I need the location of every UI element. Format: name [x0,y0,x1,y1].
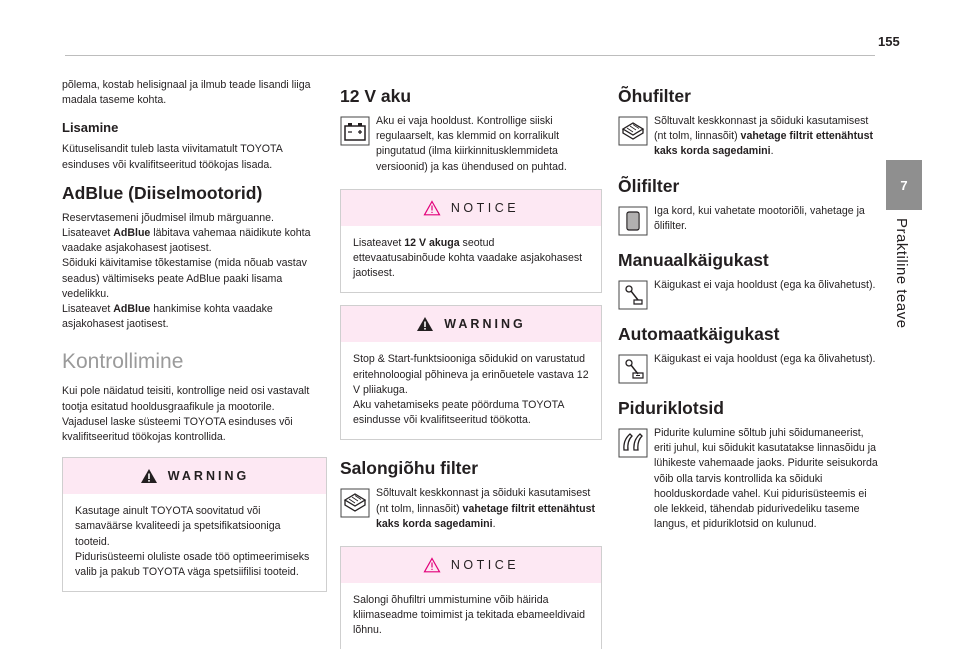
notice-battery-c: seotud ettevaatusabinõude kohta vaadake asjakohasest jaotisest. [353,236,583,280]
notice-header-cabin-filter [341,547,601,583]
adblue-line-3: Sõiduki käivitamise tõkestamise (mida nõuab vastav seadus) vältimiseks peate AdBlue paaki lisama vedelikku. [62,257,307,300]
section-heading-lisamine: Lisamine [62,120,119,136]
oil-filter-text: Iga kord, kui vahetate mootoriõli, vahetage ja õlifilter. [654,204,865,232]
battery-icon [340,116,370,146]
notice-label: NOTICE [450,558,520,573]
header-divider [65,55,875,56]
warning-text [75,504,314,580]
air-filter-row [618,114,880,162]
manual-gearbox-text: Käigukast ei vaja hooldust (ega ka õlivahetust). [654,279,876,292]
section-heading-automatic-gearbox: Automaatkäigukast [618,324,780,345]
kontroll-line-2: Vajadusel laske süsteemi TOYOTA esinduses või kvalifitseeritud töökojas kontrollida. [62,415,293,444]
notice-label: NOTICE [450,200,520,215]
section-heading-oil-filter: Õlifilter [618,175,680,196]
page-number: 155 [878,34,900,49]
cabin-filter-text [376,486,602,532]
chapter-number: 7 [900,177,908,193]
chapter-title: Praktiline teave [893,218,910,329]
cabin-filter-a: Sõltuvalt keskkonnast ja sõiduki kasutamisest (nt tolm, linnasõit) [376,487,591,515]
adblue-line-2c: läbitava vahemaa näidikute kohta vaadake asjakohasest jaotisest. [62,227,311,255]
kontroll-text [62,384,327,445]
warning-header-battery [341,306,601,342]
adblue-line-4c: hankimise kohta vaadake asjakohasest jaotisest. [62,303,273,331]
lisamine-text: Kütuselisandit tuleb lasta viivitamatult TOYOTA esinduses või kvalifitseeritud töökojas lisada. [62,143,283,171]
air-filter-text [654,114,880,160]
intro-text: põlema, kostab helisignaal ja ilmub teade lisandi liiga madala taseme kohta. [62,79,311,107]
section-heading-battery: 12 V aku [340,86,412,106]
automatic-gearbox-row [618,352,880,384]
air-filter-a: Sõltuvalt keskkonnast ja sõiduki kasutamisest (nt tolm, linnasõit) [654,115,869,143]
adblue-bold-1: AdBlue [113,227,151,240]
cabin-filter-icon [340,488,370,518]
notice-triangle-icon [423,557,441,573]
adblue-line-1: Reservtasemeni jõudmisel ilmub märguanne. [62,211,274,224]
oil-filter-row [618,204,880,236]
kontroll-line-1: Kui pole näidatud teisiti, kontrollige neid osi vastavalt tootja esitatud hooldusgraafikule ja mootorile. [62,385,310,413]
warning-box-battery [340,305,602,440]
warning-label: WARNING [167,469,250,484]
adblue-line-2a: Lisateavet [62,227,114,240]
warning-box [62,457,327,592]
air-filter-icon [618,116,648,146]
notice-battery-text [353,236,589,282]
air-filter-bold: vahetage filtrit ettenähtust kaks korda sagedamini [654,130,873,158]
warning-header [63,458,326,494]
section-heading-kontrollimine: Kontrollimine [62,350,184,374]
notice-box-battery [340,189,602,294]
warning-triangle-icon [140,468,158,484]
battery-text: Aku ei vaja hooldust. Kontrollige siiski regulaarselt, kas klemmid on korralikult pingutatud (ilma kiirkinnitusklemmideta versioonid) ja kas ühendused on puhtad. [376,115,567,173]
section-heading-cabin-filter: Salongiõhu filter [340,458,479,479]
column-right [618,78,880,534]
battery-row [340,114,602,177]
notice-triangle-icon [423,200,441,216]
warning-battery-text [353,352,589,428]
chapter-tab[interactable] [886,160,922,210]
air-filter-c: . [770,145,774,158]
notice-header-battery [341,190,601,226]
warning-label: WARNING [444,317,526,332]
adblue-bold-2: AdBlue [113,303,151,316]
section-heading-manual-gearbox: Manuaalkäigukast [618,250,769,271]
automatic-gearbox-icon [618,354,648,384]
warning-battery-line-1: Stop & Start-funktsiooniga sõidukid on varustatud eritehnoloogial põhineva ja erinõuetele vastava 12 V pliiakuga. [353,353,589,396]
notice-box-cabin-filter [340,546,602,649]
warning-line-2: Pidurisüsteemi oluliste osade töö optimeerimiseks valib ja pakub TOYOTA väga spetsiifilisi tooteid. [75,550,310,579]
cabin-filter-bold: vahetage filtrit ettenähtust kaks korda sagedamini [376,502,595,530]
manual-gearbox-row [618,278,880,310]
section-heading-adblue: AdBlue (Diiselmootorid) [62,182,263,203]
column-left [62,78,327,604]
notice-battery-bold: 12 V akuga [404,236,460,249]
warning-triangle-icon [416,316,434,332]
notice-battery-a: Lisateavet [353,236,405,249]
cabin-filter-row [340,486,602,534]
brake-pads-row [618,426,880,534]
cabin-filter-c: . [492,517,496,530]
automatic-gearbox-text: Käigukast ei vaja hooldust (ega ka õlivahetust). [654,353,876,366]
brake-pads-icon [618,428,648,458]
oil-filter-icon [618,206,648,236]
notice-cabin-filter-text: Salongi õhufiltri ummistumine võib häirida kliimaseadme toimimist ja tekitada ebameeldivaid lõhnu. [353,594,585,637]
section-heading-brake-pads: Piduriklotsid [618,398,724,419]
adblue-line-4a: Lisateavet [62,303,114,316]
adblue-text [62,211,327,333]
brake-pads-text: Pidurite kulumine sõltub juhi sõidumaneerist, eriti juhul, kui sõidukit kasutatakse linnasõidu ja lühikeste vahemaade jaoks. Pidurite seisukorda võib olla tarvis kontrollida ka sõiduki hoolduskordade vahel. Kui pidurisüsteemis ei ole lekkeid, tähendab pidurivedeliku taseme langus, et piduriklotsid on kulunud. [654,427,878,531]
manual-gearbox-icon [618,280,648,310]
section-heading-air-filter: Õhufilter [618,86,691,106]
column-middle [340,78,602,649]
warning-battery-line-2: Aku vahetamiseks peate pöörduma TOYOTA esindusse või kvalifitseeritud töökotta. [353,399,564,427]
warning-line-1: Kasutage ainult TOYOTA soovitatud või samaväärse kvaliteedi ja spetsifikatsiooniga tooteid. [75,505,281,548]
